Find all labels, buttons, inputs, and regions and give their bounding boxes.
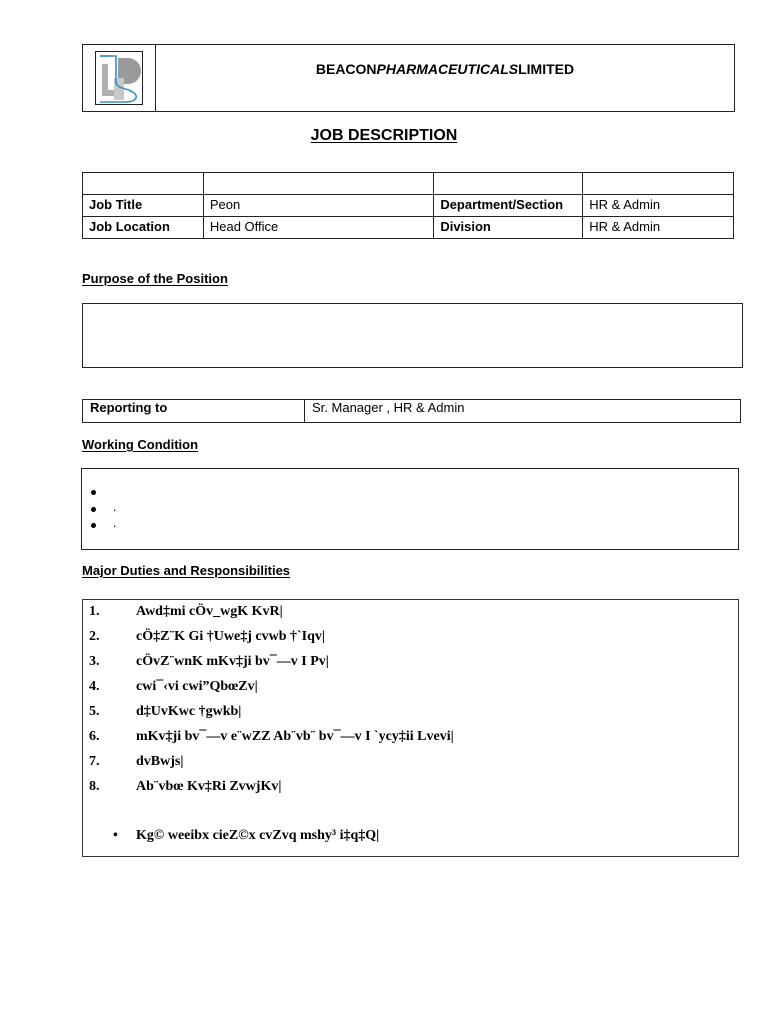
duty-number: 6.: [89, 729, 100, 744]
purpose-box: [82, 303, 743, 368]
table-row: [83, 400, 741, 423]
duty-item: [89, 779, 281, 795]
reporting-to-label: Reporting to: [83, 400, 305, 423]
table-cell: [203, 173, 433, 195]
bullet-icon: [91, 490, 96, 495]
company-name-part3: LIMITED: [518, 61, 575, 77]
purpose-heading: Purpose of the Position: [82, 271, 228, 286]
duty-bullet-text: Kg© weeibx cieZ©x cvZvq mshy³ i‡q‡Q|: [136, 828, 380, 843]
document-title-text: JOB DESCRIPTION: [310, 127, 458, 144]
duty-item: [89, 654, 329, 670]
company-name: [156, 45, 734, 111]
duty-text: Awd‡mi cÖv_wgK KvR|: [136, 604, 283, 619]
bullet-icon: [91, 507, 96, 512]
table-row: [83, 173, 734, 195]
duty-item: [89, 679, 258, 695]
reporting-table: [82, 399, 741, 423]
company-name-part2: PHARMACEUTICALS: [376, 61, 519, 77]
duty-number: 8.: [89, 779, 100, 794]
duty-number: 7.: [89, 754, 100, 769]
list-item-text: .: [113, 516, 117, 530]
table-cell: [583, 173, 734, 195]
duty-text: dvBwjs|: [136, 754, 184, 769]
duty-text: cÖ‡Z¨K Gi †Uwe‡j cvwb †`Iqv|: [136, 629, 325, 644]
duty-number: 1.: [89, 604, 100, 619]
table-row: [83, 217, 734, 239]
table-row: [83, 195, 734, 217]
working-condition-heading: Working Condition: [82, 437, 199, 452]
duty-number: 5.: [89, 704, 100, 719]
duty-number: 2.: [89, 629, 100, 644]
duty-text: mKv‡ji bv¯—v e¨wZZ Ab¨vb¨ bv¯—v I `ycy‡ii Lvevi|: [136, 729, 454, 744]
reporting-to-value: Sr. Manager , HR & Admin: [305, 400, 741, 423]
duty-text: cwi¯‹vi cwi”QbœZv|: [136, 679, 258, 694]
company-logo-icon: [95, 51, 143, 105]
duty-text: d‡UvKwc †gwkb|: [136, 704, 242, 719]
list-item-text: .: [113, 499, 117, 514]
division-label: Division: [434, 217, 583, 239]
duties-box: [82, 599, 739, 857]
job-location-value: Head Office: [203, 217, 433, 239]
logo-cell: [83, 45, 156, 111]
job-title-label: Job Title: [83, 195, 204, 217]
bullet-icon: •: [113, 828, 118, 843]
duty-item: [89, 629, 325, 645]
working-condition-box: [81, 468, 739, 550]
duty-item: [89, 729, 454, 745]
duty-item: [89, 754, 183, 770]
duty-text: Ab¨vbœ Kv‡Ri ZvwjKv|: [136, 779, 282, 794]
duty-number: 3.: [89, 654, 100, 669]
company-header: [82, 44, 735, 112]
job-info-table: [82, 172, 734, 239]
duty-item: [89, 704, 241, 720]
duty-text: cÖvZ¨wnK mKv‡ji bv¯—v I Pv|: [136, 654, 329, 669]
job-title-value: Peon: [203, 195, 433, 217]
duty-item: [89, 604, 283, 620]
duty-bullet-item: [113, 828, 379, 844]
company-name-part1: BEACON: [315, 61, 377, 77]
job-location-label: Job Location: [83, 217, 204, 239]
duties-heading: Major Duties and Responsibilities: [82, 563, 291, 578]
bullet-icon: [91, 523, 96, 528]
department-value: HR & Admin: [583, 195, 734, 217]
duty-number: 4.: [89, 679, 100, 694]
document-title: [0, 127, 768, 145]
department-label: Department/Section: [434, 195, 583, 217]
table-cell: [83, 173, 204, 195]
table-cell: [434, 173, 583, 195]
division-value: HR & Admin: [583, 217, 734, 239]
